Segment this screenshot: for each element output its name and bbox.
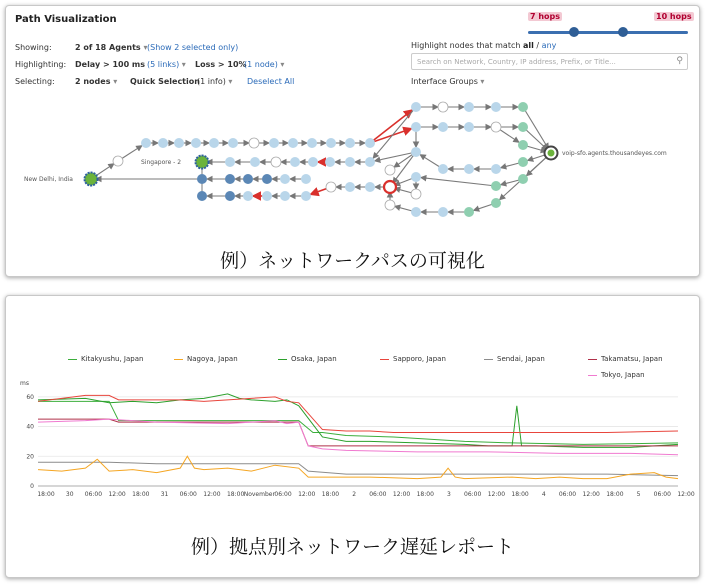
legend-label: Nagoya, Japan	[187, 355, 238, 363]
legend-item[interactable]	[68, 355, 143, 363]
y-tick-label: 40	[26, 423, 34, 431]
hop-node[interactable]	[345, 157, 355, 167]
hop-node[interactable]	[464, 102, 474, 112]
x-tick-label: 06:00	[464, 491, 482, 498]
agent-node-core	[548, 150, 555, 157]
hop-node[interactable]	[209, 138, 219, 148]
x-tick-label: 18:00	[416, 491, 434, 498]
agent-node[interactable]	[85, 173, 98, 186]
match-all-option[interactable]: all	[522, 41, 534, 50]
latency-line-chart	[6, 376, 700, 501]
loss-node-link[interactable]: (1 node) ▾	[244, 60, 284, 69]
latency-report-panel	[5, 295, 700, 578]
hop-node[interactable]	[141, 138, 151, 148]
hop-node[interactable]	[518, 122, 528, 132]
legend-item[interactable]	[174, 355, 238, 363]
hop-node[interactable]	[158, 138, 168, 148]
series-line[interactable]	[38, 462, 678, 475]
hop-node[interactable]	[262, 174, 272, 184]
legend-label: Tokyo, Japan	[601, 371, 645, 379]
x-tick-label: 06:00	[84, 491, 103, 498]
hop-node[interactable]	[249, 138, 259, 148]
x-tick-label: 5	[636, 491, 641, 498]
panel-title: Path Visualization	[15, 14, 117, 25]
hop-node[interactable]	[228, 138, 238, 148]
hop-node[interactable]	[518, 174, 528, 184]
hop-node[interactable]	[464, 122, 474, 132]
hop-node[interactable]	[307, 138, 317, 148]
x-tick-label: 18:00	[37, 491, 55, 498]
hop-node[interactable]	[288, 138, 298, 148]
node-search-input[interactable]: Search on Network, Country, IP address, Prefix, or Title... ⚲	[411, 53, 688, 70]
show-selected-link[interactable]: (Show 2 selected only)	[147, 43, 239, 52]
showing-label: Showing:	[15, 43, 52, 52]
hops-slider-max-handle[interactable]	[618, 27, 628, 37]
hops-max-label: 10 hops	[656, 12, 692, 21]
interface-groups-dropdown[interactable]: Interface Groups ▾	[411, 77, 484, 86]
x-tick-label: 4	[541, 491, 546, 498]
hop-node[interactable]	[491, 102, 501, 112]
hop-node[interactable]	[411, 207, 421, 217]
hop-node[interactable]	[326, 182, 336, 192]
x-tick-label: 12:00	[487, 491, 506, 498]
hop-node[interactable]	[491, 122, 501, 132]
highlighting-label: Highlighting:	[15, 60, 67, 69]
y-axis-unit: ms	[20, 379, 29, 387]
hop-node[interactable]	[271, 157, 281, 167]
y-tick-label: 0	[30, 483, 34, 490]
path-graph	[6, 90, 700, 230]
hop-node[interactable]	[464, 164, 474, 174]
series-line[interactable]	[38, 419, 678, 455]
legend-item[interactable]	[380, 355, 446, 363]
x-tick-label: 12:00	[677, 491, 695, 498]
delay-dropdown[interactable]: Delay > 100 ms	[75, 60, 146, 69]
path-link[interactable]	[421, 178, 496, 186]
x-tick-label: 06:00	[558, 491, 577, 498]
caption-path: 例）ネットワークパスの可視化	[220, 250, 485, 272]
legend-swatch	[380, 359, 389, 360]
hop-node[interactable]	[308, 157, 318, 167]
hop-node[interactable]	[290, 157, 300, 167]
hop-node[interactable]	[197, 191, 207, 201]
legend-swatch	[68, 359, 77, 360]
hop-node[interactable]	[411, 147, 421, 157]
hop-node[interactable]	[438, 122, 448, 132]
x-tick-label: 18:00	[226, 491, 245, 498]
y-tick-label: 60	[26, 393, 34, 401]
x-tick-label: 31	[160, 491, 169, 498]
legend-label: Kitakyushu, Japan	[81, 355, 144, 363]
deselect-all-link[interactable]: Deselect All	[247, 77, 295, 86]
loss-node[interactable]	[384, 181, 396, 193]
hop-node[interactable]	[269, 138, 279, 148]
hop-node[interactable]	[491, 198, 501, 208]
x-tick-label: 06:00	[369, 491, 387, 498]
series-line[interactable]	[38, 401, 678, 444]
hop-node[interactable]	[345, 182, 355, 192]
legend-item[interactable]	[484, 355, 545, 363]
x-tick-label: 18:00	[511, 491, 529, 498]
hop-node[interactable]	[385, 165, 395, 175]
x-tick-label: 30	[65, 491, 74, 498]
hop-node[interactable]	[518, 140, 528, 150]
search-icon: ⚲	[676, 56, 683, 66]
x-tick-label: 18:00	[606, 491, 624, 498]
hop-node[interactable]	[365, 157, 375, 167]
hop-node[interactable]	[225, 174, 235, 184]
hop-node[interactable]	[385, 200, 395, 210]
x-tick-label: November	[243, 491, 275, 498]
legend-label: Takamatsu, Japan	[601, 355, 663, 363]
hop-node[interactable]	[113, 156, 123, 166]
hop-node[interactable]	[411, 172, 421, 182]
node-label-new-delhi: New Delhi, India	[24, 176, 73, 183]
path-link[interactable]	[370, 110, 412, 143]
legend-item[interactable]	[278, 355, 337, 363]
selecting-label: Selecting:	[15, 77, 55, 86]
hops-min-label: 7 hops	[530, 12, 561, 21]
x-tick-label: 06:00	[179, 491, 197, 498]
hop-node[interactable]	[518, 157, 528, 167]
hop-node[interactable]	[491, 181, 501, 191]
hops-slider-min-handle[interactable]	[569, 27, 579, 37]
legend-swatch	[278, 359, 287, 360]
hop-node[interactable]	[491, 164, 501, 174]
hop-node[interactable]	[365, 182, 375, 192]
loss-dropdown[interactable]: Loss > 10%	[195, 60, 247, 69]
hop-node[interactable]	[225, 157, 235, 167]
legend-label: Sendai, Japan	[497, 355, 545, 363]
hops-slider[interactable]	[528, 31, 688, 34]
caption-latency: 例）拠点別ネットワーク遅延レポート	[190, 536, 514, 558]
x-tick-label: 12:00	[392, 491, 411, 498]
agent-node[interactable]	[196, 156, 209, 169]
hop-node[interactable]	[326, 138, 336, 148]
match-any-option[interactable]: any	[541, 41, 557, 50]
x-tick-label: 3	[447, 491, 451, 498]
hop-node[interactable]	[438, 164, 448, 174]
highlight-match-label: Highlight nodes that match all / any	[411, 41, 557, 50]
hop-node[interactable]	[325, 157, 335, 167]
hop-node[interactable]	[411, 102, 421, 112]
x-tick-label: 12:00	[203, 491, 221, 498]
hop-node[interactable]	[197, 174, 207, 184]
x-tick-label: 18:00	[132, 491, 150, 498]
node-label-singapore: Singapore - 2	[141, 159, 182, 166]
legend-item[interactable]	[588, 355, 663, 363]
quick-selection-dropdown[interactable]: Quick Selection	[130, 77, 200, 86]
path-link[interactable]	[370, 129, 411, 143]
hop-node[interactable]	[280, 174, 290, 184]
hop-node[interactable]	[191, 138, 201, 148]
hop-node[interactable]	[518, 102, 528, 112]
hop-node[interactable]	[243, 174, 253, 184]
legend-swatch	[484, 359, 493, 360]
x-tick-label: 2	[352, 491, 357, 498]
x-tick-label: 12:00	[582, 491, 600, 498]
hop-node[interactable]	[345, 138, 355, 148]
hop-node[interactable]	[438, 102, 448, 112]
y-tick-label: 20	[26, 453, 34, 461]
hop-node[interactable]	[174, 138, 184, 148]
path-link[interactable]	[373, 107, 416, 158]
hop-node[interactable]	[262, 191, 272, 201]
hop-node[interactable]	[411, 122, 421, 132]
path-visualization-panel	[5, 5, 700, 277]
legend-swatch	[588, 359, 597, 360]
hop-node[interactable]	[301, 191, 311, 201]
quick-selection-info[interactable]: (1 info) ▾	[197, 77, 232, 86]
x-tick-label: 06:00	[274, 491, 292, 498]
showing-dropdown[interactable]: 2 of 18 Agents ▾	[75, 43, 147, 52]
hop-node[interactable]	[464, 207, 474, 217]
hop-node[interactable]	[225, 191, 235, 201]
hop-node[interactable]	[365, 138, 375, 148]
legend-label: Osaka, Japan	[291, 355, 337, 363]
hop-node[interactable]	[280, 191, 290, 201]
hop-node[interactable]	[411, 189, 421, 199]
hop-node[interactable]	[250, 157, 260, 167]
x-tick-label: 18:00	[321, 491, 340, 498]
node-label-target: voip-sfo.agents.thousandeyes.com	[562, 150, 667, 157]
legend-label: Sapporo, Japan	[393, 355, 446, 363]
hop-node[interactable]	[243, 191, 253, 201]
x-tick-label: 06:00	[653, 491, 671, 498]
hop-node[interactable]	[438, 207, 448, 217]
hop-node[interactable]	[301, 174, 311, 184]
legend-swatch	[174, 359, 183, 360]
x-tick-label: 12:00	[108, 491, 126, 498]
delay-links-link[interactable]: (5 links) ▾	[147, 60, 186, 69]
series-line[interactable]	[38, 456, 678, 478]
x-tick-label: 12:00	[298, 491, 316, 498]
selecting-dropdown[interactable]: 2 nodes ▾	[75, 77, 117, 86]
